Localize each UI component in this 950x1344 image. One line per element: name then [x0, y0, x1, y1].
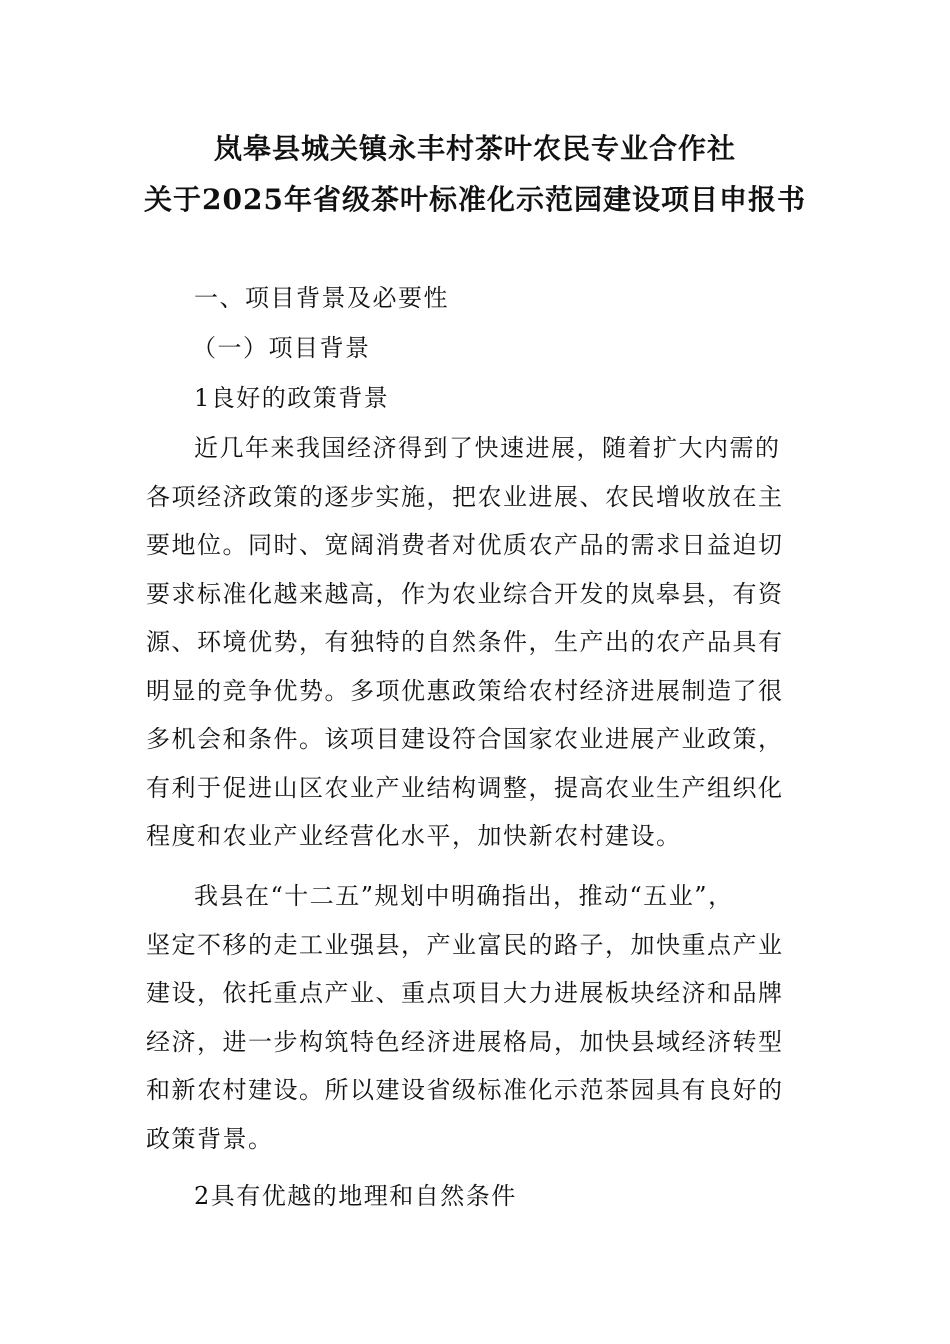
item1-heading: 1良好的政策背景 [194, 384, 390, 412]
paragraph-2-line: 坚定不移的走工业强县，产业富民的路子，加快重点产业 [146, 930, 784, 959]
paragraph-1-line: 明显的竞争优势。多项优惠政策给农村经济进展制造了很 [146, 676, 784, 705]
paragraph-1-line: 有利于促进山区农业产业结构调整，提高农业生产组织化 [146, 773, 784, 802]
paragraph-2-line: 政策背景。 [146, 1124, 274, 1153]
subsection-heading: （一）项目背景 [192, 334, 371, 362]
paragraph-2-line: 建设，依托重点产业、重点项目大力进展板块经济和品牌 [146, 979, 784, 1007]
paragraph-1-line: 程度和农业产业经营化水平，加快新农村建设。 [146, 822, 682, 850]
paragraph-1-line: 要地位。同时、宽阔消费者对优质农产品的需求日益迫切 [146, 531, 784, 559]
paragraph-2-line: 我县在“十二五”规划中明确指出，推动“五业”， [194, 882, 734, 910]
paragraph-1-line: 多机会和条件。该项目建设符合国家农业进展产业政策， [146, 725, 784, 753]
item2-heading: 2具有优越的地理和自然条件 [194, 1182, 517, 1210]
paragraph-1-line: 要求标准化越来越高，作为农业综合开发的岚皋县，有资 [146, 579, 784, 608]
document-title-line-2: 关于2025年省级茶叶标准化示范园建设项目申报书 [144, 183, 806, 216]
paragraph-1 [146, 424, 806, 861]
document-title-line-1: 岚皋县城关镇永丰村茶叶农民专业合作社 [213, 132, 736, 165]
paragraph-2-line: 经济，进一步构筑特色经济进展格局，加快县域经济转型 [146, 1027, 784, 1056]
section-heading: 一、项目背景及必要性 [194, 284, 449, 312]
paragraph-2 [146, 872, 806, 1163]
paragraph-1-line: 近几年来我国经济得到了快速进展，随着扩大内需的 [194, 434, 781, 462]
paragraph-1-line: 源、环境优势，有独特的自然条件，生产出的农产品具有 [146, 628, 784, 656]
paragraph-2-line: 和新农村建设。所以建设省级标准化示范茶园具有良好的 [146, 1076, 784, 1104]
paragraph-1-line: 各项经济政策的逐步实施，把农业进展、农民增收放在主 [146, 482, 784, 511]
